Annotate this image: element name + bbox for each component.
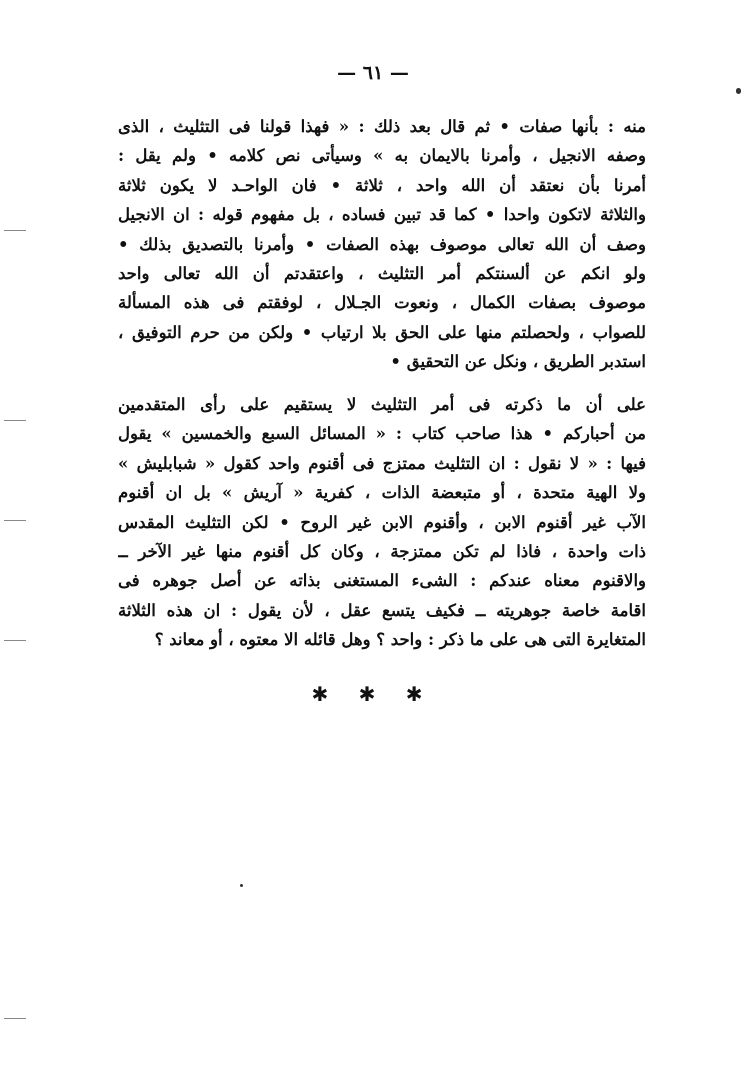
text-line: للصواب ، ولحصلتم منها على الحق بلا ارتياب • ولكن من حرم التوفيق ، [118,322,646,342]
scan-speck [4,640,26,641]
scan-speck [4,230,26,231]
text-line: والاقنوم معناه عندكم : الشىء المستغنى بذاته عن أصل جوهره فى [118,571,646,591]
text-line: ولو انكم عن ألسنتكم أمر التثليث ، واعتقدتم أن الله تعالى واحد [118,263,646,283]
text-line: على أن ما ذكرته فى أمر التثليث لا يستقيم على رأى المتقدمين [118,395,646,414]
text-line: ذات واحدة ، فاذا لم تكن ممتزجة ، وكان كل أقنوم منها غير الآخر ــ [118,541,646,561]
text-line: والثلاثة لاتكون واحدا • كما قد تبين فساده ، بل مفهوم قوله : ان الانجيل [118,205,646,225]
text-line: أمرنا بأن نعتقد أن الله واحد ، ثلاثة • فان الواحـد لا يكون ثلاثة [118,175,646,195]
text-line: وصف أن الله تعالى موصوف بهذه الصفات • وأمرنا بالتصديق بذلك • [118,234,646,254]
text-line: اقامة خاصة جوهريته ــ فكيف يتسع عقل ، لأن يقول : ان هذه الثلاثة [118,600,646,620]
scan-speck [4,1018,26,1019]
scan-speck [736,88,741,94]
text-line: استدبر الطريق ، ونكل عن التحقيق • [390,352,646,372]
text-line: منه : بأنها صفات • ثم قال بعد ذلك : « فهذا قولنا فى التثليث ، الذى [118,117,646,136]
paragraph-2 [118,390,646,655]
text-line: المتغايرة التى هى على ما ذكر : واحد ؟ وهل قائله الا معتوه ، أو معاند ؟ [154,630,646,650]
text-line: الآب غير أقنوم الابن ، وأقنوم الابن غير الروح • لكن التثليث المقدس [118,512,646,532]
text-line: من أحباركم • هذا صاحب كتاب : « المسائل السبع والخمسين » يقول [118,424,646,444]
text-line: فيها : « لا نقول : ان التثليث ممتزج فى أقنوم واحد كقول « شبابليش » [118,453,646,473]
scan-speck [4,420,26,421]
section-divider-ornament: ✱ ✱ ✱ [311,682,435,706]
text-line: وصفه الانجيل ، وأمرنا بالايمان به » وسيأتى نص كلامه • ولم يقل : [118,146,646,166]
page-number: — ٦١ — [337,62,409,84]
scan-speck [240,884,243,887]
paragraph-1 [118,112,646,377]
text-line: موصوف بصفات الكمال ، ونعوت الجـلال ، لوفقتم فى هذه المسألة [118,293,646,313]
scan-speck [4,520,26,521]
text-line: ولا الهية متحدة ، أو متبعضة الذات ، كفرية « آريش » بل ان أقنوم [118,483,646,503]
